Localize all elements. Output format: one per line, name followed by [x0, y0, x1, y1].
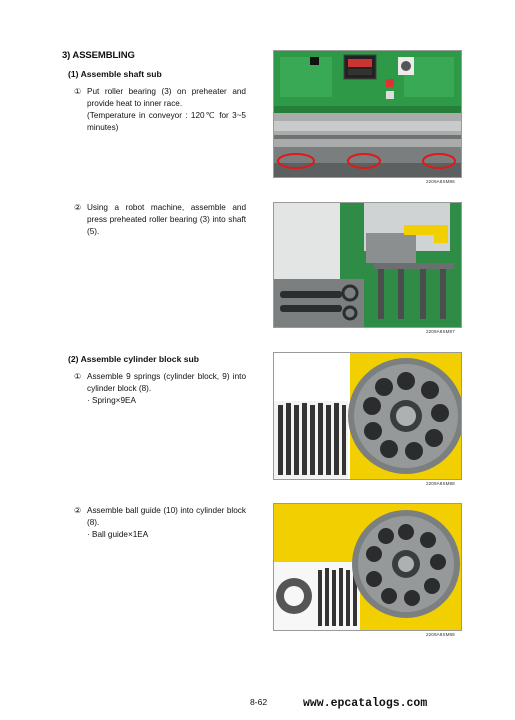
step-note: · Ball guide×1EA [87, 530, 149, 539]
step-1-1 [74, 86, 246, 134]
step-text: Using a robot machine, assemble and press preheated roller bearing (3) into shaft (5). [87, 203, 246, 236]
step-note: (Temperature in conveyor : 120℃ for 3~5 minutes) [87, 111, 246, 132]
photo-caption: 2209A8SM86 [426, 179, 455, 184]
step-number: ② [74, 203, 82, 212]
step-text: Put roller bearing (3) on preheater and provide heat to inner race. [87, 87, 246, 108]
footer-watermark-url[interactable]: www.epcatalogs.com [303, 697, 428, 710]
page-number: 8-62 [250, 697, 268, 707]
subsection-title-shaft: (1) Assemble shaft sub [68, 69, 162, 79]
step-number: ② [74, 506, 82, 515]
step-number: ① [74, 372, 82, 381]
step-text: Assemble ball guide (10) into cylinder block (8). [87, 506, 246, 527]
step-2-2 [74, 505, 246, 541]
photo-preheater [273, 50, 462, 178]
subsection-title-cylinder-block: (2) Assemble cylinder block sub [68, 354, 200, 364]
step-note: · Spring×9EA [87, 396, 136, 405]
photo-springs-cylinder-block [273, 352, 462, 480]
photo-caption: 2209A8SM87 [426, 329, 455, 334]
photo-caption: 2209A8SM89 [426, 632, 455, 637]
step-text: Assemble 9 springs (cylinder block, 9) into cylinder block (8). [87, 372, 246, 393]
photo-caption: 2209A8SM88 [426, 481, 455, 486]
step-2-1 [74, 371, 246, 407]
step-number: ① [74, 87, 82, 96]
photo-ball-guide-cylinder-block [273, 503, 462, 631]
step-1-2 [74, 202, 246, 238]
section-title: 3) ASSEMBLING [62, 50, 135, 61]
photo-robot-machine [273, 202, 462, 328]
